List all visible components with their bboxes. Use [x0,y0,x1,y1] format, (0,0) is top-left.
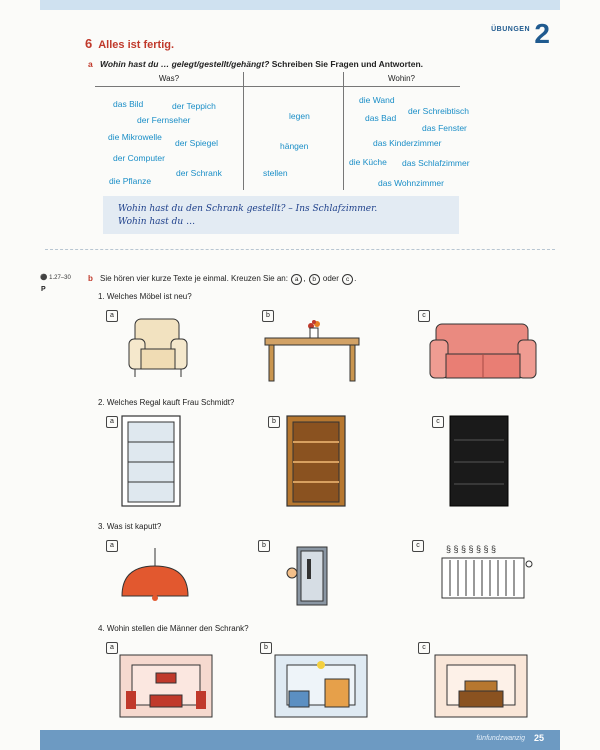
word-was: der Fernseher [137,115,191,125]
option-circle-b: b [309,274,320,285]
word-was: der Spiegel [175,138,219,148]
checkbox-q2-a[interactable]: a [106,416,118,428]
section-divider [45,249,555,250]
word-was: das Bild [113,99,144,109]
checkbox-q1-b[interactable]: b [262,310,274,322]
word-table [95,72,470,192]
col-header-verbs [243,72,343,87]
audio-track-number: 1.27–30 [49,275,71,281]
headphones-icon: ⚫ [40,275,48,281]
question-2: 2. Welches Regal kauft Frau Schmidt? [98,398,235,407]
word-wohin: die Wand [359,95,395,105]
checkbox-q1-c[interactable]: c [418,310,430,322]
page-word: fünfundzwanzig [476,735,525,742]
living-room-image [120,655,215,720]
or-text: oder [322,274,339,283]
task-b-letter: b [88,274,93,283]
wooden-shelf-image [285,414,350,509]
exercise-title-text: Alles ist fertig. [98,39,175,51]
question-4: 4. Wohin stellen die Männer den Schrank? [98,624,249,633]
answer-example-line: Wohin hast du … [118,217,196,227]
chapter-number: 2 [534,18,550,49]
word-was: der Computer [113,153,165,163]
svg-text:§ § § § § § §: § § § § § § § [446,544,497,554]
task-b-instruction: b Sie hören vier kurze Texte je einmal. Kreuzen Sie an: a , b oder c . [88,274,357,283]
word-was: die Mikrowelle [108,132,162,142]
radiator-image [428,540,538,605]
checkbox-q3-b[interactable]: b [258,540,270,552]
word-wohin: der Schreibtisch [408,106,469,116]
word-wohin: das Schlafzimmer [402,158,470,168]
checkbox-q2-b[interactable]: b [268,416,280,428]
checkbox-q4-c[interactable]: c [418,642,430,654]
bedroom-image [435,655,530,720]
answer-area[interactable] [103,196,459,234]
checkbox-q4-a[interactable]: a [106,642,118,654]
question-3: 3. Was ist kaputt? [98,522,162,531]
table-image [263,318,363,383]
task-a-letter: a [88,59,93,69]
checkbox-q3-a[interactable]: a [106,540,118,552]
audio-p-label: P [41,286,46,293]
kids-room-image [275,655,370,720]
section-label: ÜBUNGEN [491,26,530,33]
checkbox-q1-a[interactable]: a [106,310,118,322]
exercise-number: 6 [85,36,93,51]
task-a-instruction-italic: Wohin hast du … gelegt/gestellt/gehängt? [100,59,270,69]
answer-example-line: Wohin hast du den Schrank gestellt? – Ins Schlafzimmer. [118,204,378,214]
question-1: 1. Welches Möbel ist neu? [98,292,192,301]
black-shelf-image [448,414,513,509]
table-divider [343,72,344,190]
col-header-was: Was? [95,72,243,87]
word-verb: hängen [280,141,309,151]
top-color-bar [40,0,560,10]
lamp-image [118,548,193,608]
door-image [283,545,333,607]
task-a-instruction-rest: Schreiben Sie Fragen und Antworten. [269,59,424,69]
exercise-title [85,36,174,51]
word-wohin: das Kinderzimmer [373,138,442,148]
table-divider [243,72,244,190]
white-shelf-image [120,414,185,509]
checkbox-q4-b[interactable]: b [260,642,272,654]
word-was: die Pflanze [109,176,152,186]
word-wohin: das Fenster [422,123,467,133]
option-circle-c: c [342,274,353,285]
word-verb: legen [289,111,310,121]
checkbox-q2-c[interactable]: c [432,416,444,428]
task-a-instruction [88,59,424,69]
word-wohin: das Wohnzimmer [378,178,444,188]
col-header-wohin: Wohin? [343,72,460,87]
page-number: 25 [533,733,544,743]
checkbox-q3-c[interactable]: c [412,540,424,552]
task-b-instruction-text: Sie hören vier kurze Texte je einmal. Kreuzen Sie an: [100,274,288,283]
word-wohin: das Bad [365,113,397,123]
audio-track-label [40,274,71,281]
word-wohin: die Küche [349,157,387,167]
sofa-image [430,320,540,385]
word-verb: stellen [263,168,288,178]
word-was: der Schrank [176,168,222,178]
word-was: der Teppich [172,101,216,111]
armchair-image [127,315,197,385]
option-circle-a: a [291,274,302,285]
